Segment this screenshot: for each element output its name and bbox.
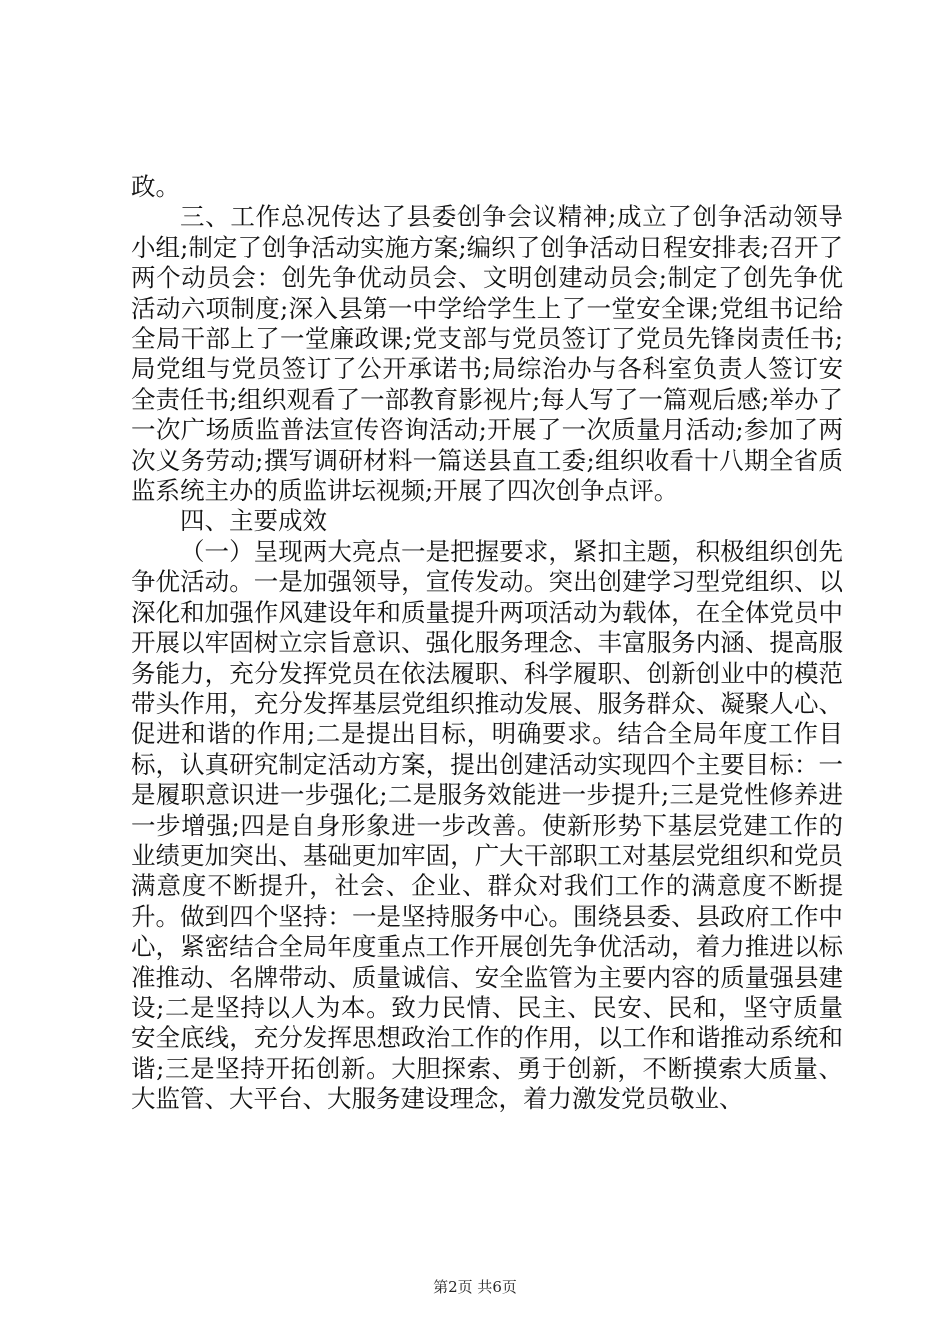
paragraph-work-overview: 三、工作总况传达了县委创争会议精神;成立了创争活动领导小组;制定了创争活动实施方案;编织了创争活动日程安排表;召开了两个动员会：创先争优动员会、文明创建动员会;制定了创先争优活动六项制度;深入县第一中学给学生上了一堂安全课;党组书记给全局干部上了一堂廉政课;党支部与党员签订了党员先锋岗责任书;局党组与党员签订了公开承诺书;局综治办与各科室负责人签订安全责任书;组织观看了一部教育影视片;每人写了一篇观后感;举办了一次广场质监普法宣传咨询活动;开展了一次质量月活动;参加了两次义务劳动;撰写调研材料一篇送县直工委;组织收看十八期全省质监系统主办的质监讲坛视频;开展了四次创争点评。 — [131, 202, 843, 506]
paragraph-highlights: （一）呈现两大亮点一是把握要求，紧扣主题，积极组织创先争优活动。一是加强领导，宣传发动。突出创建学习型党组织、以深化和加强作风建设年和质量提升两项活动为载体，在全体党员中开展以牢固树立宗旨意识、强化服务理念、丰富服务内涵、提高服务能力，充分发挥党员在依法履职、科学履职、创新创业中的模范带头作用，充分发挥基层党组织推动发展、服务群众、凝聚人心、促进和谐的作用;二是提出目标，明确要求。结合全局年度工作目标，认真研究制定活动方案，提出创建活动实现四个主要目标：一是履职意识进一步强化;二是服务效能进一步提升;三是党性修养进一步增强;四是自身形象进一步改善。使新形势下基层党建工作的业绩更加突出、基础更加牢固，广大干部职工对基层党组织和党员满意度不断提升，社会、企业、群众对我们工作的满意度不断提升。做到四个坚持：一是坚持服务中心。围绕县委、县政府工作中心，紧密结合全局年度重点工作开展创先争优活动，着力推进以标准推动、名牌带动、质量诚信、安全监管为主要内容的质量强县建设;二是坚持以人为本。致力民情、民主、民安、民和，坚守质量安全底线，充分发挥思想政治工作的作用，以工作和谐推动系统和谐;三是坚持开拓创新。大胆探索、勇于创新，不断摸索大质量、大监管、大平台、大服务建设理念，着力激发党员敬业、 — [131, 536, 843, 1114]
page-number-footer: 第2页 共6页 — [433, 1278, 517, 1296]
document-body — [131, 172, 843, 1115]
paragraph-continuation: 政。 — [131, 172, 180, 201]
section-heading-main-results: 四、主要成效 — [180, 506, 327, 536]
